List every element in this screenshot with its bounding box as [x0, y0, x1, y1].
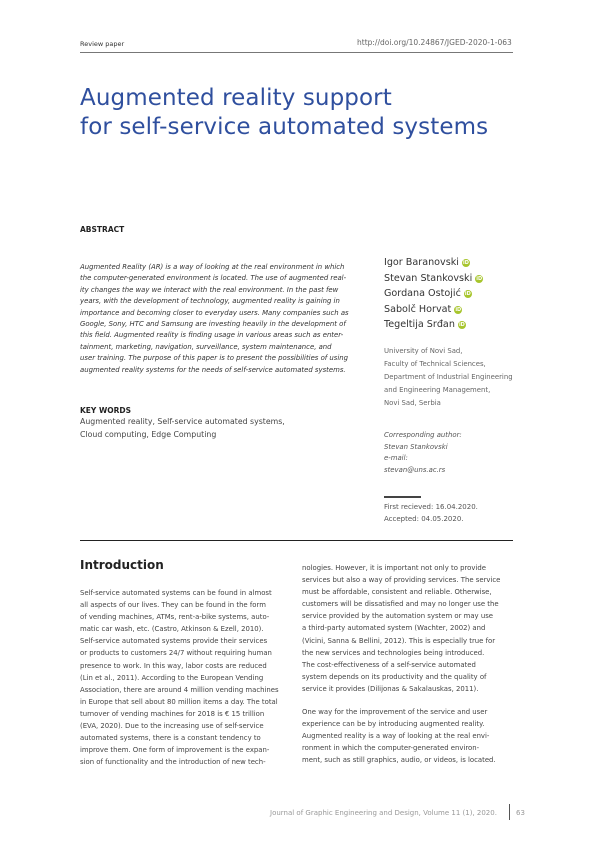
- body-line: Association, there are around 4 million vending machines: [80, 685, 279, 694]
- body-line: Augmented reality is a way of looking at the real envi-: [302, 732, 490, 741]
- accepted-date: Accepted: 04.05.2020.: [384, 514, 464, 523]
- body-line: of vending machines, ATMs, rent-a-bike systems, auto-: [80, 613, 270, 622]
- paper-title: [80, 84, 488, 142]
- orcid-icon[interactable]: iD: [462, 260, 469, 266]
- abstract-line: ity changes the way we interact with the real environment. In the past few: [80, 285, 339, 294]
- body-line: sion of functionality and the introduction of new tech-: [80, 758, 266, 767]
- affiliation-line: Faculty of Technical Sciences,: [384, 360, 486, 369]
- body-line: service provided by the automation system or may use: [302, 612, 494, 621]
- author-name: Sabolč Horvat: [384, 303, 452, 315]
- page-number: 63: [516, 809, 525, 817]
- abstract-heading: ABSTRACT: [80, 225, 125, 234]
- article-type-label: Review paper: [80, 40, 125, 48]
- journal-citation: Journal of Graphic Engineering and Design, Volume 11 (1), 2020.: [270, 809, 497, 817]
- body-line: the new services and technologies being introduced.: [302, 648, 485, 657]
- keywords-heading: KEY WORDS: [80, 406, 132, 415]
- paragraph-gap: [302, 695, 500, 706]
- body-line: Self-service automated systems provide their services: [80, 637, 268, 646]
- author-item: [384, 302, 483, 318]
- header-divider: [80, 52, 513, 53]
- author-list: [384, 255, 483, 333]
- affiliation-line: University of Novi Sad,: [384, 347, 463, 355]
- body-line: (EVA, 2020). Due to the increasing use of self-service: [80, 722, 264, 731]
- orcid-icon[interactable]: iD: [455, 306, 462, 313]
- author-item: [384, 317, 483, 333]
- body-line: services but also a way of providing services. The service: [302, 576, 501, 585]
- abstract-line: Google, Sony, HTC and Samsung are investing heavily in the development of: [80, 320, 346, 329]
- corresponding-author: [384, 430, 462, 476]
- introduction-heading: Introduction: [80, 558, 164, 572]
- abstract-line: user training. The purpose of this paper is to present the possibilities of using: [80, 354, 349, 363]
- abstract-line: importance and becoming closer to everyday users. Many companies such as: [80, 308, 349, 317]
- author-name: Stevan Stankovski: [384, 272, 473, 284]
- keywords-line: Augmented reality, Self-service automated systems,: [80, 417, 285, 426]
- body-line: must be affordable, consistent and reliable. Otherwise,: [302, 588, 492, 597]
- body-line: a third-party automated system (Wachter, 2002) and: [302, 624, 486, 633]
- abstract-body: [80, 262, 363, 376]
- abstract-line: the computer-generated environment is located. The use of augmented real-: [80, 274, 347, 283]
- body-line: customers will be dissatisfied and may no longer use the: [302, 600, 499, 609]
- body-line: The cost-effectiveness of a self-service automated: [302, 660, 476, 669]
- body-line: all aspects of our lives. They can be found in the form: [80, 601, 266, 610]
- author-item: [384, 271, 483, 287]
- orcid-icon[interactable]: iD: [458, 322, 465, 329]
- affiliation: [384, 345, 513, 410]
- affiliation-line: Novi Sad, Serbia: [384, 399, 441, 408]
- author-item: [384, 255, 483, 271]
- corresponding-name: Stevan Stankovski: [384, 442, 448, 451]
- author-name: Gordana Ostojić: [384, 288, 461, 300]
- email-label: e-mail:: [384, 454, 408, 463]
- body-line: improve them. One form of improvement is the expan-: [80, 746, 270, 755]
- keywords-list: [80, 416, 285, 441]
- body-line: matic car wash, etc. (Castro, Atkinson & Ezell, 2010).: [80, 625, 264, 634]
- body-line: in Europe that sell about 80 million items a day. The total: [80, 697, 278, 706]
- body-line: service it provides (Dilijonas & Sakalauskas, 2011).: [302, 684, 479, 693]
- body-line: Self-service automated systems can be found in almost: [80, 589, 272, 597]
- title-line: for self-service automated systems: [80, 114, 489, 140]
- body-line: turnover of vending machines for 2018 is € 15 trillion: [80, 709, 265, 718]
- author-item: [384, 286, 483, 302]
- introduction-right-column: [302, 562, 500, 767]
- author-name: Igor Baranovski: [384, 257, 459, 268]
- introduction-left-column: [80, 587, 279, 768]
- dates-divider: [384, 496, 421, 498]
- body-line: ronment in which the computer-generated environ-: [302, 744, 480, 753]
- footer-divider: [509, 804, 510, 820]
- abstract-line: tainment, marketing, navigation, surveillance, system maintenance, and: [80, 342, 332, 351]
- doi-link[interactable]: http://doi.org/10.24867/JGED-2020-1-063: [357, 38, 512, 47]
- abstract-line: augmented reality systems for the needs of self-service automated systems.: [80, 365, 346, 374]
- abstract-line: Augmented Reality (AR) is a way of looking at the real environment in which: [80, 263, 345, 271]
- orcid-icon[interactable]: iD: [464, 291, 471, 298]
- body-line: ment, such as still graphics, audio, or videos, is located.: [302, 756, 496, 765]
- affiliation-line: and Engineering Management,: [384, 386, 491, 395]
- received-date: First recieved: 16.04.2020.: [384, 503, 478, 511]
- body-line: nologies. However, it is important not only to provide: [302, 564, 486, 572]
- corresponding-label: Corresponding author:: [384, 431, 462, 439]
- body-line: automated systems, there is a constant tendency to: [80, 734, 261, 743]
- body-line: (Lin et al., 2011). According to the European Vending: [80, 673, 264, 682]
- abstract-line: years, with the development of technology, augmented reality is gaining in: [80, 297, 340, 306]
- body-line: or products to customers 24/7 without requiring human: [80, 649, 272, 658]
- body-line: One way for the improvement of the service and user: [302, 708, 488, 717]
- submission-dates: [384, 502, 478, 525]
- orcid-icon[interactable]: iD: [476, 275, 483, 282]
- keywords-line: Cloud computing, Edge Computing: [80, 429, 217, 439]
- body-line: presence to work. In this way, labor costs are reduced: [80, 661, 267, 670]
- section-divider: [80, 540, 513, 541]
- body-line: (Vicini, Sanna & Bellini, 2012). This is especially true for: [302, 636, 496, 645]
- title-line: Augmented reality support: [80, 85, 392, 111]
- body-line: experience can be by introducing augmented reality.: [302, 720, 485, 729]
- affiliation-line: Department of Industrial Engineering: [384, 373, 513, 382]
- body-line: system depends on its productivity and the quality of: [302, 672, 487, 681]
- abstract-line: this field. Augmented reality is finding usage in various areas such as enter-: [80, 331, 344, 340]
- author-name: Tegeltija Srđan: [384, 319, 455, 331]
- email-link[interactable]: stevan@uns.ac.rs: [384, 465, 446, 474]
